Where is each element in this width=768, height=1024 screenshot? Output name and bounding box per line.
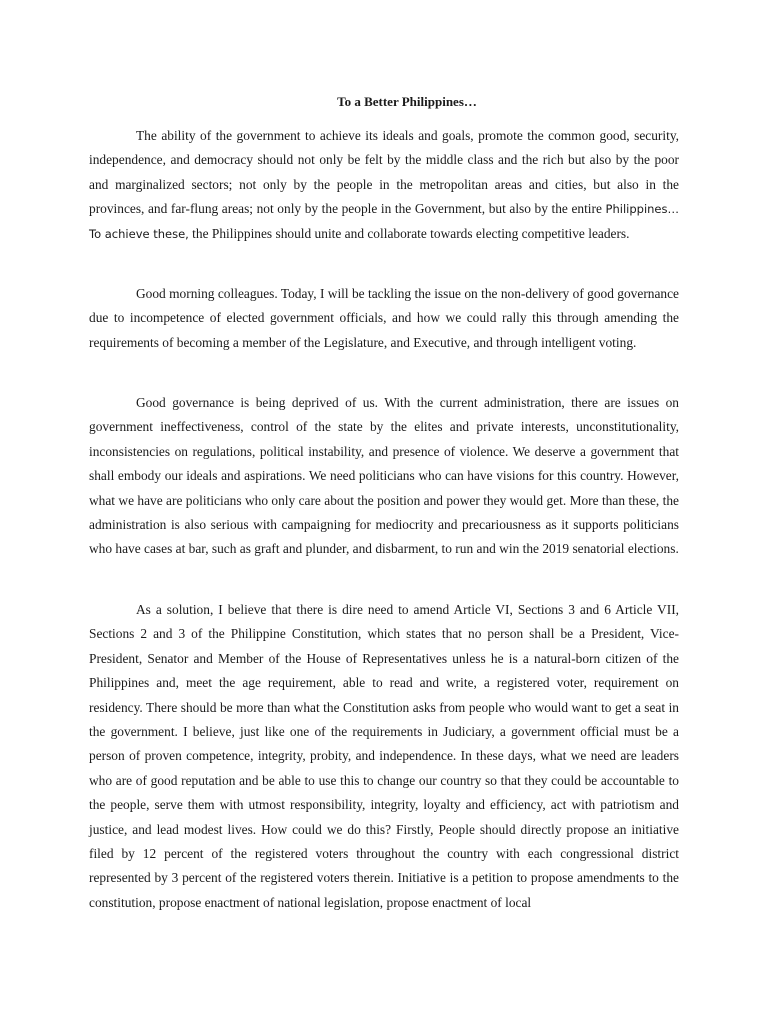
- paragraph-intro: [89, 124, 679, 246]
- paragraph-intro-altfont-text: Philippines… To achieve these,: [89, 202, 679, 241]
- paragraph-greeting: Good morning colleagues. Today, I will be tackling the issue on the non-delivery of good governance due to incompetence of elected government officials, and how we could rally this through amending the requirements of becoming a member of the Legislature, and Executive, and through intelligent voting.: [89, 286, 679, 350]
- paragraph-solution: As a solution, I believe that there is dire need to amend Article VI, Sections 3 and 6 Article VII, Sections 2 and 3 of the Philippine Constitution, which states that no person shall be a President, Vice-President, Senator and Member of the House of Representatives unless he is a natural-born citizen of the Philippines and, meet the age requirement, able to read and write, a registered voter, requirement on residency. There should be more than what the Constitution asks from people who would want to get a seat in the government. I believe, just like one of the requirements in Judiciary, a government official must be a person of proven competence, integrity, probity, and independence. In these days, what we need are leaders who are of good reputation and be able to use this to change our country so that they could be accountable to the people, serve them with utmost responsibility, integrity, loyalty and efficiency, act with patriotism and justice, and lead modest lives. How could we do this? Firstly, People should directly propose an initiative filed by 12 percent of the registered voters throughout the country with each congressional district represented by 3 percent of the registered voters therein. Initiative is a petition to propose amendments to the constitution, propose enactment of national legislation, propose enactment of local: [89, 602, 679, 910]
- paragraph-intro-text: The ability of the government to achieve its ideals and goals, promote the common good, security, independence, and democracy should not only be felt by the middle class and the rich but also by the poor and marginalized sectors; not only by the people in the metropolitan areas and cities, but also in the provinces, and far-flung areas; not only by the people in the Government, but also by the entire: [89, 128, 679, 217]
- paragraph-intro-text-end: the Philippines should unite and collaborate towards electing competitive leaders.: [188, 225, 630, 241]
- document-title: To a Better Philippines…: [337, 94, 477, 109]
- paragraph-problem: Good governance is being deprived of us. With the current administration, there are issues on government ineffectiveness, control of the state by the elites and private interests, unconstitutionality, inconsistencies on regulations, political instability, and presence of violence. We deserve a government that shall embody our ideals and aspirations. We need politicians who can have visions for this country. However, what we have are politicians who only care about the position and power they would get. More than these, the administration is also serious with campaigning for mediocrity and precariousness as it supports politicians who have cases at bar, such as graft and plunder, and disbarment, to run and win the 2019 senatorial elections.: [89, 395, 679, 557]
